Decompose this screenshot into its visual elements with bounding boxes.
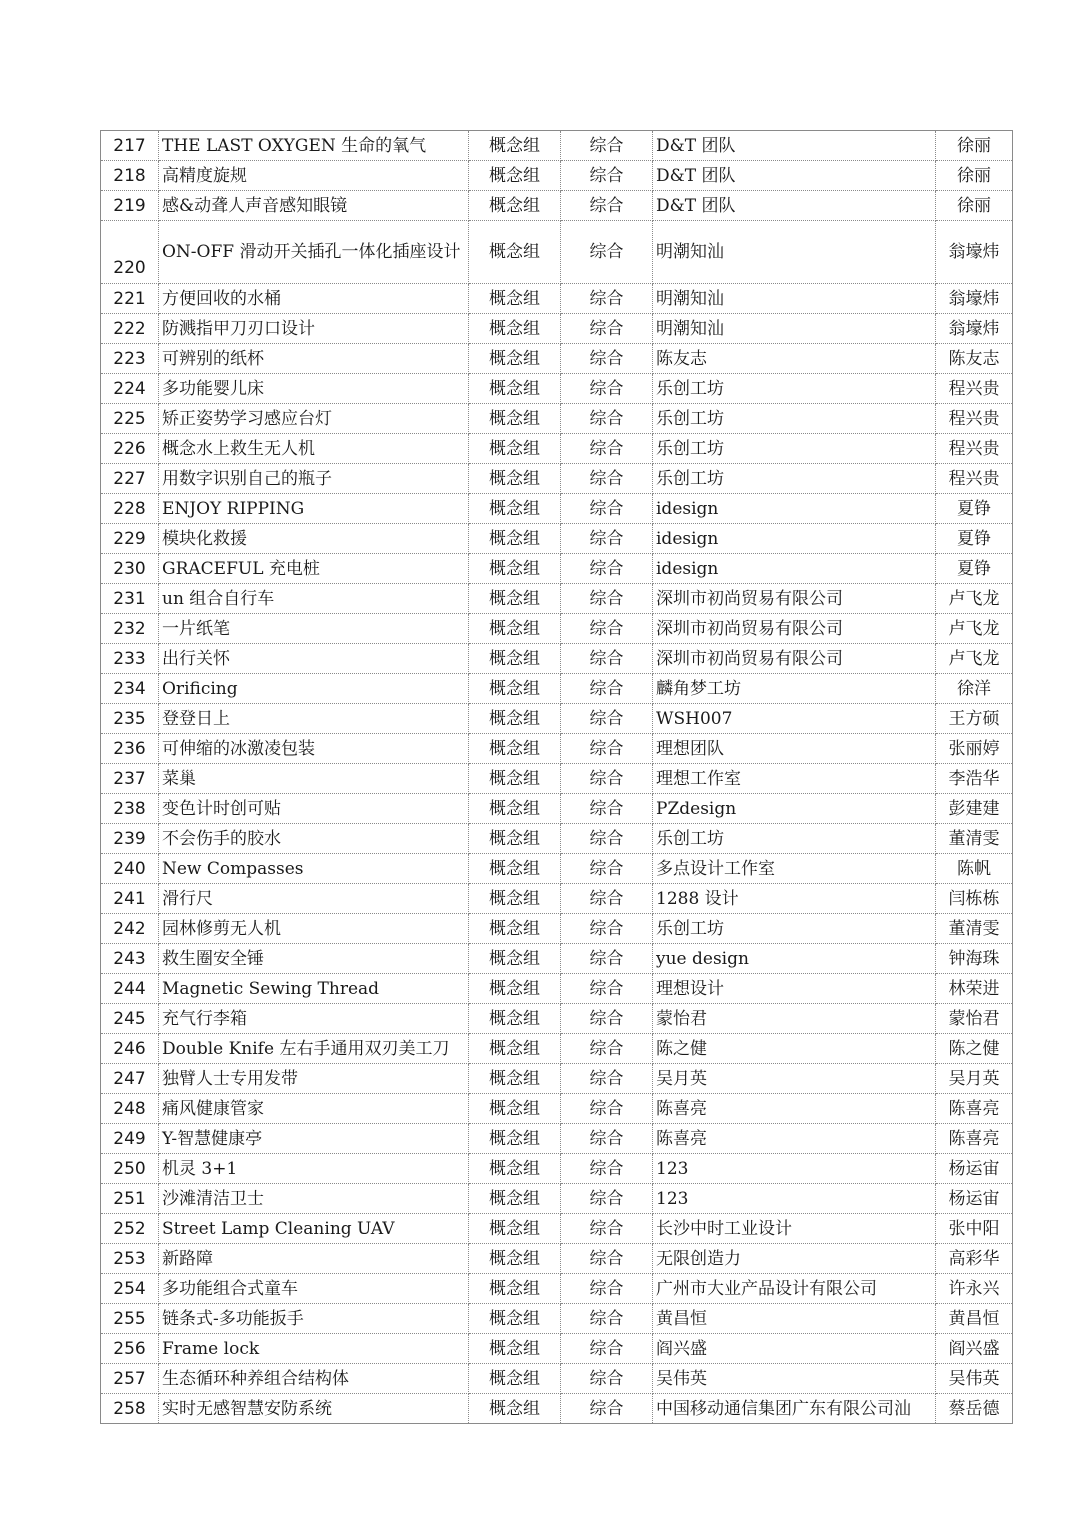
entries-table — [100, 130, 1013, 1424]
entry-category: 综合 — [561, 1244, 653, 1274]
entry-number: 224 — [101, 374, 159, 404]
entry-contact: 彭建建 — [936, 794, 1013, 824]
entry-title: Frame lock — [159, 1334, 469, 1364]
entry-contact: 张中阳 — [936, 1214, 1013, 1244]
entry-title: 可伸缩的冰激凌包装 — [159, 734, 469, 764]
entry-category: 综合 — [561, 344, 653, 374]
entry-contact: 阎兴盛 — [936, 1334, 1013, 1364]
entry-team: 明潮知汕 — [653, 314, 936, 344]
entry-team: 长沙中时工业设计 — [653, 1214, 936, 1244]
entry-team: 无限创造力 — [653, 1244, 936, 1274]
entry-group: 概念组 — [469, 854, 561, 884]
entry-title: 不会伤手的胶水 — [159, 824, 469, 854]
entry-team: 麟角梦工坊 — [653, 674, 936, 704]
entry-title: 滑行尺 — [159, 884, 469, 914]
entry-contact: 吴月英 — [936, 1064, 1013, 1094]
entry-group: 概念组 — [469, 161, 561, 191]
entry-category: 综合 — [561, 914, 653, 944]
entry-team: 蒙怡君 — [653, 1004, 936, 1034]
entry-number: 249 — [101, 1124, 159, 1154]
entry-number: 225 — [101, 404, 159, 434]
entry-title: 机灵 3+1 — [159, 1154, 469, 1184]
entry-group: 概念组 — [469, 1124, 561, 1154]
entry-number: 238 — [101, 794, 159, 824]
entry-title: 方便回收的水桶 — [159, 284, 469, 314]
entry-team: 123 — [653, 1154, 936, 1184]
entry-title: Orificing — [159, 674, 469, 704]
entry-contact: 程兴贵 — [936, 404, 1013, 434]
entry-category: 综合 — [561, 464, 653, 494]
table-row — [101, 434, 1013, 464]
entry-title: 救生圈安全锤 — [159, 944, 469, 974]
table-row — [101, 944, 1013, 974]
table-row — [101, 374, 1013, 404]
entry-number: 231 — [101, 584, 159, 614]
entry-group: 概念组 — [469, 914, 561, 944]
entry-number: 256 — [101, 1334, 159, 1364]
entry-title: 一片纸笔 — [159, 614, 469, 644]
entry-number: 227 — [101, 464, 159, 494]
entry-number: 241 — [101, 884, 159, 914]
entry-number: 236 — [101, 734, 159, 764]
entry-number: 223 — [101, 344, 159, 374]
entry-category: 综合 — [561, 614, 653, 644]
entry-title: ON-OFF 滑动开关插孔一体化插座设计 — [159, 221, 469, 284]
entry-contact: 徐丽 — [936, 131, 1013, 161]
entry-number: 228 — [101, 494, 159, 524]
entry-contact: 卢飞龙 — [936, 614, 1013, 644]
entry-team: 陈友志 — [653, 344, 936, 374]
entry-contact: 翁壕炜 — [936, 314, 1013, 344]
entry-team: 乐创工坊 — [653, 914, 936, 944]
entry-contact: 卢飞龙 — [936, 644, 1013, 674]
entry-title: un 组合自行车 — [159, 584, 469, 614]
entry-number: 250 — [101, 1154, 159, 1184]
entry-group: 概念组 — [469, 1244, 561, 1274]
entry-contact: 张丽婷 — [936, 734, 1013, 764]
entry-title: 多功能组合式童车 — [159, 1274, 469, 1304]
entry-group: 概念组 — [469, 824, 561, 854]
entry-team: idesign — [653, 524, 936, 554]
entry-contact: 翁壕炜 — [936, 221, 1013, 284]
table-row — [101, 704, 1013, 734]
entry-contact: 程兴贵 — [936, 464, 1013, 494]
entry-group: 概念组 — [469, 344, 561, 374]
entry-team: D&T 团队 — [653, 191, 936, 221]
entry-category: 综合 — [561, 704, 653, 734]
entry-team: 阎兴盛 — [653, 1334, 936, 1364]
entry-team: 理想工作室 — [653, 764, 936, 794]
entry-contact: 陈帆 — [936, 854, 1013, 884]
entry-group: 概念组 — [469, 734, 561, 764]
table-row — [101, 1304, 1013, 1334]
table-row — [101, 131, 1013, 161]
entry-group: 概念组 — [469, 704, 561, 734]
entry-team: 陈喜亮 — [653, 1124, 936, 1154]
entry-contact: 高彩华 — [936, 1244, 1013, 1274]
entry-number: 251 — [101, 1184, 159, 1214]
table-row — [101, 1184, 1013, 1214]
entry-team: 深圳市初尚贸易有限公司 — [653, 614, 936, 644]
entry-group: 概念组 — [469, 794, 561, 824]
entry-title: 菜巢 — [159, 764, 469, 794]
entry-group: 概念组 — [469, 1334, 561, 1364]
entry-category: 综合 — [561, 1124, 653, 1154]
entry-number: 226 — [101, 434, 159, 464]
table-row — [101, 314, 1013, 344]
entry-category: 综合 — [561, 1364, 653, 1394]
table-row — [101, 884, 1013, 914]
entry-group: 概念组 — [469, 1034, 561, 1064]
entry-number: 220 — [101, 221, 159, 284]
entry-team: 深圳市初尚贸易有限公司 — [653, 644, 936, 674]
entry-group: 概念组 — [469, 464, 561, 494]
entry-group: 概念组 — [469, 1154, 561, 1184]
entry-team: WSH007 — [653, 704, 936, 734]
entry-team: D&T 团队 — [653, 161, 936, 191]
entry-title: Street Lamp Cleaning UAV — [159, 1214, 469, 1244]
entry-contact: 董清雯 — [936, 824, 1013, 854]
entry-team: PZdesign — [653, 794, 936, 824]
table-row — [101, 1244, 1013, 1274]
entry-title: 链条式-多功能扳手 — [159, 1304, 469, 1334]
entry-team: 吴伟英 — [653, 1364, 936, 1394]
entry-category: 综合 — [561, 314, 653, 344]
entry-number: 222 — [101, 314, 159, 344]
entry-category: 综合 — [561, 644, 653, 674]
entry-category: 综合 — [561, 734, 653, 764]
entry-group: 概念组 — [469, 1094, 561, 1124]
entry-number: 248 — [101, 1094, 159, 1124]
table-row — [101, 494, 1013, 524]
entry-title: 充气行李箱 — [159, 1004, 469, 1034]
entry-category: 综合 — [561, 1214, 653, 1244]
entry-group: 概念组 — [469, 944, 561, 974]
entry-number: 221 — [101, 284, 159, 314]
table-row — [101, 524, 1013, 554]
table-row — [101, 1214, 1013, 1244]
table-row — [101, 1394, 1013, 1424]
entry-category: 综合 — [561, 1004, 653, 1034]
entry-contact: 徐丽 — [936, 161, 1013, 191]
entry-contact: 陈之健 — [936, 1034, 1013, 1064]
entry-title: 独臂人士专用发带 — [159, 1064, 469, 1094]
entry-group: 概念组 — [469, 434, 561, 464]
entry-team: D&T 团队 — [653, 131, 936, 161]
entry-group: 概念组 — [469, 221, 561, 284]
table-row — [101, 221, 1013, 284]
entry-group: 概念组 — [469, 1274, 561, 1304]
entry-category: 综合 — [561, 1094, 653, 1124]
entry-contact: 陈喜亮 — [936, 1124, 1013, 1154]
entry-contact: 钟海珠 — [936, 944, 1013, 974]
entry-number: 234 — [101, 674, 159, 704]
entry-number: 230 — [101, 554, 159, 584]
entry-team: 中国移动通信集团广东有限公司汕 — [653, 1394, 936, 1424]
entry-category: 综合 — [561, 554, 653, 584]
entry-category: 综合 — [561, 884, 653, 914]
entry-number: 244 — [101, 974, 159, 1004]
table-row — [101, 1064, 1013, 1094]
entry-group: 概念组 — [469, 1214, 561, 1244]
entry-team: 明潮知汕 — [653, 221, 936, 284]
entry-title: 概念水上救生无人机 — [159, 434, 469, 464]
entry-number: 237 — [101, 764, 159, 794]
table-row — [101, 794, 1013, 824]
entry-group: 概念组 — [469, 191, 561, 221]
entry-number: 245 — [101, 1004, 159, 1034]
entry-title: 沙滩清洁卫士 — [159, 1184, 469, 1214]
entry-group: 概念组 — [469, 524, 561, 554]
entry-team: 乐创工坊 — [653, 404, 936, 434]
entry-number: 233 — [101, 644, 159, 674]
entry-title: 高精度旋规 — [159, 161, 469, 191]
entry-team: 陈喜亮 — [653, 1094, 936, 1124]
entry-number: 243 — [101, 944, 159, 974]
entry-number: 239 — [101, 824, 159, 854]
entry-category: 综合 — [561, 764, 653, 794]
entry-category: 综合 — [561, 221, 653, 284]
entry-title: Y-智慧健康亭 — [159, 1124, 469, 1154]
entry-group: 概念组 — [469, 284, 561, 314]
entry-number: 252 — [101, 1214, 159, 1244]
entry-category: 综合 — [561, 1184, 653, 1214]
entry-number: 247 — [101, 1064, 159, 1094]
table-row — [101, 554, 1013, 584]
table-row — [101, 404, 1013, 434]
entry-title: 感&动聋人声音感知眼镜 — [159, 191, 469, 221]
entry-number: 242 — [101, 914, 159, 944]
entry-group: 概念组 — [469, 644, 561, 674]
table-row — [101, 1154, 1013, 1184]
entry-title: 防溅指甲刀刃口设计 — [159, 314, 469, 344]
table-row — [101, 614, 1013, 644]
entry-title: 园林修剪无人机 — [159, 914, 469, 944]
entry-title: 多功能婴儿床 — [159, 374, 469, 404]
entry-group: 概念组 — [469, 584, 561, 614]
entry-group: 概念组 — [469, 674, 561, 704]
entry-title: 变色计时创可贴 — [159, 794, 469, 824]
table-row — [101, 344, 1013, 374]
table-row — [101, 644, 1013, 674]
entry-contact: 卢飞龙 — [936, 584, 1013, 614]
entry-team: idesign — [653, 554, 936, 584]
entry-group: 概念组 — [469, 1364, 561, 1394]
entry-contact: 程兴贵 — [936, 374, 1013, 404]
entry-group: 概念组 — [469, 374, 561, 404]
entry-number: 255 — [101, 1304, 159, 1334]
entry-category: 综合 — [561, 161, 653, 191]
table-row — [101, 161, 1013, 191]
entry-number: 229 — [101, 524, 159, 554]
entry-team: 理想团队 — [653, 734, 936, 764]
entry-category: 综合 — [561, 944, 653, 974]
entry-contact: 徐丽 — [936, 191, 1013, 221]
entry-title: ENJOY RIPPING — [159, 494, 469, 524]
entry-contact: 王方硕 — [936, 704, 1013, 734]
entry-number: 258 — [101, 1394, 159, 1424]
table-row — [101, 1364, 1013, 1394]
entry-number: 235 — [101, 704, 159, 734]
entry-group: 概念组 — [469, 614, 561, 644]
entry-title: 登登日上 — [159, 704, 469, 734]
entry-category: 综合 — [561, 284, 653, 314]
entry-group: 概念组 — [469, 554, 561, 584]
entry-contact: 夏铮 — [936, 554, 1013, 584]
entry-team: 乐创工坊 — [653, 464, 936, 494]
entry-team: 多点设计工作室 — [653, 854, 936, 884]
table-row — [101, 914, 1013, 944]
entry-team: 吴月英 — [653, 1064, 936, 1094]
entry-number: 240 — [101, 854, 159, 884]
entry-team: yue design — [653, 944, 936, 974]
entry-group: 概念组 — [469, 1184, 561, 1214]
entry-number: 219 — [101, 191, 159, 221]
table-row — [101, 284, 1013, 314]
entry-category: 综合 — [561, 1304, 653, 1334]
table-row — [101, 1274, 1013, 1304]
entry-group: 概念组 — [469, 314, 561, 344]
entry-contact: 闫栋栋 — [936, 884, 1013, 914]
entry-group: 概念组 — [469, 1064, 561, 1094]
entry-contact: 许永兴 — [936, 1274, 1013, 1304]
entry-category: 综合 — [561, 584, 653, 614]
entry-title: 出行关怀 — [159, 644, 469, 674]
table-row — [101, 584, 1013, 614]
entry-category: 综合 — [561, 191, 653, 221]
entry-category: 综合 — [561, 1334, 653, 1364]
entry-title: 实时无感智慧安防系统 — [159, 1394, 469, 1424]
entry-group: 概念组 — [469, 1004, 561, 1034]
entry-team: 广州市大业产品设计有限公司 — [653, 1274, 936, 1304]
entry-category: 综合 — [561, 374, 653, 404]
entry-category: 综合 — [561, 824, 653, 854]
entry-category: 综合 — [561, 974, 653, 1004]
entry-contact: 李浩华 — [936, 764, 1013, 794]
entry-contact: 夏铮 — [936, 494, 1013, 524]
entry-contact: 蔡岳德 — [936, 1394, 1013, 1424]
entry-contact: 黄昌恒 — [936, 1304, 1013, 1334]
entry-team: 明潮知汕 — [653, 284, 936, 314]
entry-category: 综合 — [561, 494, 653, 524]
entry-group: 概念组 — [469, 404, 561, 434]
entry-team: 乐创工坊 — [653, 824, 936, 854]
entry-contact: 程兴贵 — [936, 434, 1013, 464]
entry-team: 理想设计 — [653, 974, 936, 1004]
entry-group: 概念组 — [469, 131, 561, 161]
entry-title: New Compasses — [159, 854, 469, 884]
entry-group: 概念组 — [469, 764, 561, 794]
entry-contact: 夏铮 — [936, 524, 1013, 554]
entry-number: 257 — [101, 1364, 159, 1394]
entry-group: 概念组 — [469, 1394, 561, 1424]
table-row — [101, 1124, 1013, 1154]
table-row — [101, 1334, 1013, 1364]
entry-team: 黄昌恒 — [653, 1304, 936, 1334]
table-row — [101, 854, 1013, 884]
entry-contact: 陈友志 — [936, 344, 1013, 374]
entry-contact: 翁壕炜 — [936, 284, 1013, 314]
table-row — [101, 824, 1013, 854]
entry-number: 218 — [101, 161, 159, 191]
entry-number: 254 — [101, 1274, 159, 1304]
table-row — [101, 464, 1013, 494]
entry-team: 1288 设计 — [653, 884, 936, 914]
entry-team: 乐创工坊 — [653, 374, 936, 404]
entry-title: Magnetic Sewing Thread — [159, 974, 469, 1004]
table-row — [101, 1094, 1013, 1124]
entry-category: 综合 — [561, 434, 653, 464]
entry-title: GRACEFUL 充电桩 — [159, 554, 469, 584]
entry-title: 矫正姿势学习感应台灯 — [159, 404, 469, 434]
entry-category: 综合 — [561, 131, 653, 161]
entry-category: 综合 — [561, 1034, 653, 1064]
entry-number: 217 — [101, 131, 159, 161]
entry-contact: 杨运宙 — [936, 1184, 1013, 1214]
entry-category: 综合 — [561, 404, 653, 434]
entry-category: 综合 — [561, 1274, 653, 1304]
table-row — [101, 674, 1013, 704]
table-row — [101, 734, 1013, 764]
entry-title: 新路障 — [159, 1244, 469, 1274]
entry-title: 可辨别的纸杯 — [159, 344, 469, 374]
table-row — [101, 1004, 1013, 1034]
entry-contact: 蒙怡君 — [936, 1004, 1013, 1034]
entry-contact: 董清雯 — [936, 914, 1013, 944]
entry-category: 综合 — [561, 1154, 653, 1184]
entry-contact: 吴伟英 — [936, 1364, 1013, 1394]
entry-category: 综合 — [561, 1394, 653, 1424]
entry-category: 综合 — [561, 1064, 653, 1094]
entry-category: 综合 — [561, 854, 653, 884]
entry-group: 概念组 — [469, 884, 561, 914]
entry-team: 深圳市初尚贸易有限公司 — [653, 584, 936, 614]
entry-title: 生态循环种养组合结构体 — [159, 1364, 469, 1394]
entry-group: 概念组 — [469, 494, 561, 524]
entry-number: 232 — [101, 614, 159, 644]
entry-contact: 林荣进 — [936, 974, 1013, 1004]
entry-title: 模块化救援 — [159, 524, 469, 554]
entry-team: 乐创工坊 — [653, 434, 936, 464]
entry-contact: 杨运宙 — [936, 1154, 1013, 1184]
entry-contact: 徐洋 — [936, 674, 1013, 704]
table-row — [101, 974, 1013, 1004]
entry-title: THE LAST OXYGEN 生命的氧气 — [159, 131, 469, 161]
entry-number: 246 — [101, 1034, 159, 1064]
entry-team: 陈之健 — [653, 1034, 936, 1064]
entry-team: 123 — [653, 1184, 936, 1214]
entry-category: 综合 — [561, 674, 653, 704]
entry-title: 痛风健康管家 — [159, 1094, 469, 1124]
entry-group: 概念组 — [469, 974, 561, 1004]
entry-contact: 陈喜亮 — [936, 1094, 1013, 1124]
table-row — [101, 191, 1013, 221]
entry-team: idesign — [653, 494, 936, 524]
entry-category: 综合 — [561, 794, 653, 824]
entry-group: 概念组 — [469, 1304, 561, 1334]
entry-title: Double Knife 左右手通用双刃美工刀 — [159, 1034, 469, 1064]
table-row — [101, 1034, 1013, 1064]
entry-category: 综合 — [561, 524, 653, 554]
entries-table-body — [101, 131, 1013, 1424]
table-row — [101, 764, 1013, 794]
entry-title: 用数字识别自己的瓶子 — [159, 464, 469, 494]
entry-number: 253 — [101, 1244, 159, 1274]
